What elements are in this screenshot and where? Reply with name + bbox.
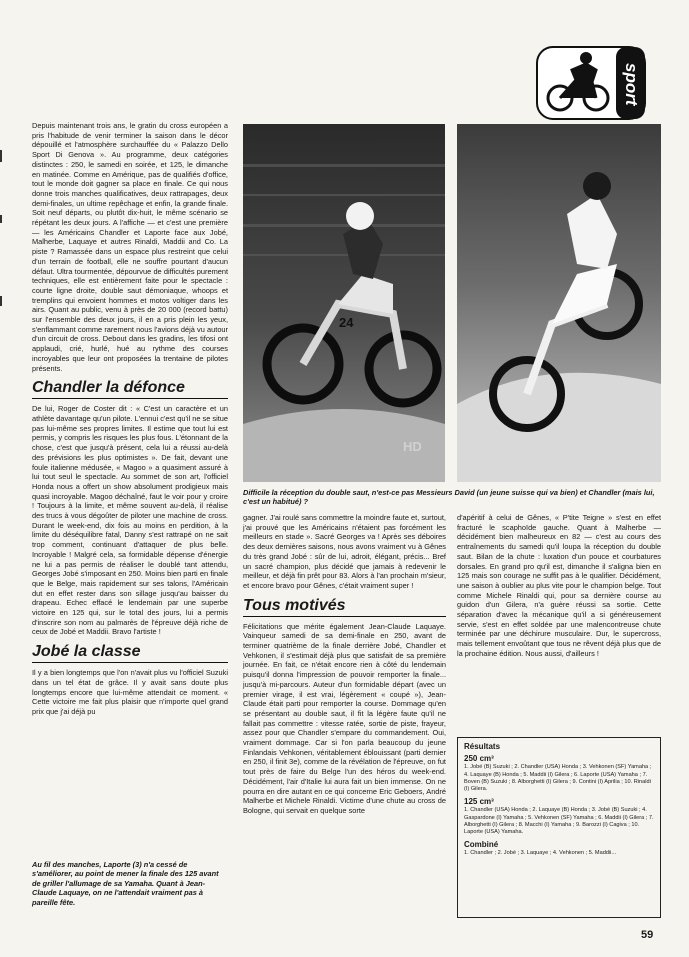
results-125-title: 125 cm³ [464,797,494,807]
sport-logo [536,46,646,120]
jobe-paragraph: Il y a bien longtemps que l'on n'avait plus vu l'officiel Suzuki dans un tel état de grâce. Il y avait sans doute plus longtemps encore que lui-même attendait ce moment. « Cette victoire me fait plus plaisir que n'importe quel grand prix que j'ai déjà pu [32,668,228,716]
watermark-hd: HD [403,439,422,454]
margin-mark [0,296,2,306]
caption-laporte: Au fil des manches, Laporte (3) n'a cessé de s'améliorer, au point de mener la finale des 125 avant de griller l'allumage de sa Yamaha. Quant à Jean-Claude Laquaye, on ne l'attendait vraiment pas à pareille fête. [32,860,219,907]
motocross-photo-left [243,124,445,482]
col2-paragraph: gagner. J'ai roulé sans commettre la moindre faute et, surtout, j'ai prouvé que les Américains n'étaient pas forcément les meilleurs en stade ». Sacré Georges va ! Après ses déboires des deux dernières saisons, nous avons vraiment vu à Gênes du très grand Jobé : sûr de lui, adroit, élégant, précis... Bref un sacré champion, plus décidé que jamais à redevenir le meilleur, et déjà fin prêt pour 83. Alors à l'an prochain m'sieur, et encore bravo pour Gênes, c'était vraiment super ! [243,513,446,590]
results-125-list: 1. Chandler (USA) Honda ; 2. Laquaye (B) Honda ; 3. Jobé (B) Suzuki ; 4. Gaspardone (I) Yamaha ; 5. Vehkonen (SF) Yamaha ; 6. Maddii (I) Gilera ; 7. Alborghetti (I) Gilera ; 8. Macchi (I) Yamaha ; 9. Barozzi (I) Cagiva ; 10. Laporte (USA) Yamaha. [464,807,654,836]
results-box [457,737,661,918]
article-column-2 [243,513,446,819]
heading-jobe: Jobé la classe [32,643,228,663]
results-title: Résultats [464,742,501,751]
intro-paragraph: Depuis maintenant trois ans, le gratin du cross européen a pris l'habitude de venir terminer la saison dans le décor dépouillé et l'atmosphère surchauffée du « Palazzo Dello Sport Di Genova ». Au programme, deux catégories distinctes : 250, le samedi en soirée, et 125, le dimanche en matinée. Comme en Amérique, pas de qualifiés d'office, tout le monde doit gagner sa place en finale. Ce qui nous donne trois manches qualificatives, deux rattrapages, deux demi-finales, un ultime repêchage et enfin, la grande finale. Soit neuf départs, ou plutôt dix-huit, le même scénario se répétant les deux jours. A l'affiche — et c'est une première — les Américains Chandler et Laporte face aux Jobé, Malherbe, Laquaye et autres Rinaldi, Maddii and Co. La piste ? Ramassée dans un espace plus restreint que celui d'un terrain de football, elle ne souffre pourtant d'aucun défaut. Ultra tourmentée, dépourvue de difficultés purement techniques, elle est entièrement faite pour le spectacle : courte ligne droite, double saut démoniaque, whoops et tremplins qui envoient hommes et motos voltiger dans les airs. Quant au public, venu à près de 20 000 (record battu) sur l'ensemble des deux jours, il en a pris plein les yeux, s'enflammant comme rarement nous l'avions déjà vu autour d'un circuit de cross. Debout dans les gradins, les tifosi ont applaudi, crié, hurlé, hué au rythme des courses incroyables que leur ont proposées la trentaine de pilotes présents. [32,121,228,373]
results-combine-list: 1. Chandler ; 2. Jobé ; 3. Laquaye ; 4. Vehkonen ; 5. Maddii... [464,850,617,857]
margin-mark [0,150,2,162]
margin-mark [0,215,2,223]
page-number: 59 [641,929,654,941]
results-250-title: 250 cm³ [464,754,494,764]
sport-logo-text: sport [622,62,641,106]
results-combine-title: Combiné [464,840,499,850]
chandler-paragraph: De lui, Roger de Coster dit : « C'est un caractère et un athlète davantage qu'un pilote. L'ennui c'est qu'il ne se situe pas lui-même ses propres limites. Il estime que tout lui est permis, y compris les risques les plus fous. L'étonnant de la chose, c'est que jusqu'à présent, cela lui a réussi au-delà des prévisions les plus optimistes ». De fait, devant une foule italienne médusée, « Magoo » a quasiment assuré à lui tout seul le spectacle. Au sommet de son art, l'officiel Honda nous a offert un show absolument prodigieux mais quasi incroyable. Magoo déchaîné, faut le voir pour y croire ! Toujours à la limite, et même souvent au-delà, il réalise des trucs à vous dégoûter de piloter une machine de cross. Durant le week-end, dix fois au moins en perdition, à la limite du déséquilibre fatal, Danny s'est rattrapé on ne sait trop comment, continuant d'attaquer de plus belle. Incroyable ! Malgré cela, sa formidable dépense d'énergie ne lui a pas permis de réaliser le doublé tant attendu, Georges Jobé s'imposant en 250. Moins bien parti en finale que le Belge, mais rapidement sur ses talons, l'Américain dut en effet rester dans son sillage jusqu'au baisser du drapeau. Echec effacé le lendemain par une superbe victoire en 125 qui, sur le total des jours, lui a permis d'inscrire son nom au palmarès de l'épreuve déjà riche de ceux de Jobé et Maddii. Bravo l'artiste ! [32,404,228,637]
results-250-list: 1. Jobé (B) Suzuki ; 2. Chandler (USA) Honda ; 3. Vehkonen (SF) Yamaha ; 4. Laquaye (B) Honda ; 5. Maddii (I) Gilera ; 6. Laporte (USA) Yamaha ; 7. Boven (B) Suzuki ; 8. Alborghetti (I) Gilera ; 9. Contini (I) Aprilia ; 10. Rinaldi (I) Gilera. [464,764,652,793]
heading-motives: Tous motivés [243,597,446,617]
motocross-photo-right [457,124,661,482]
article-column-3 [457,513,661,662]
bike-number: 24 [339,315,354,330]
col3-paragraph: d'apéritif à celui de Gênes, « P'tite Teigne » s'est en effet fracturé le scaphoïde gauche. Quant à Malherbe — décidément bien malheureux en 82 — c'est au cours des entraînements du samedi qu'il loupa la réception du double saut. Bilan de la chute : luxation d'un pouce et courbatures dorsales. En grand pro qu'il est, dimanche il s'aligna bien en 125 mais son courage ne suffit pas à le qualifier. Décidément, une saison à oublier au plus vite pour le champion belge. Tout comme Michele Rinaldi qui, pour sa dernière course au guidon d'un Gilera, n'a guère réussi sa sortie. Cette séparation d'avec la mécanique qu'il a si généreusement servie, s'est en effet soldée par une malencontreuse chute terminée par une déchirure musculaire. Dur, le supercross, mais tellement envoûtant que tous ne rêvent déjà plus que de la prochaine édition. Nous aussi, d'ailleurs ! [457,513,661,658]
caption-double-jump: Difficile la réception du double saut, n'est-ce pas Messieurs David (un jeune suisse qui va bien) et Chandler (mais lui, c'est un habitué) ? [243,488,655,507]
photo-jump-right [457,124,661,482]
article-column-1 [32,121,228,720]
motives-paragraph: Félicitations que mérite également Jean-Claude Laquaye. Vainqueur samedi de sa demi-finale en 250, avant de terminer quatrième de la finale derrière Jobé, Chandler et Vehkonen, il s'estimait déjà plus que satisfait de sa première journée. En fait, ce n'était encore rien à côté du lendemain puisqu'il donna l'impression de pouvoir remporter la finale... jusqu'à mi-parcours. Auteur d'un formidable départ (avec un premier virage, il est vrai, légèrement « coupé »), Jean-Claude était parti pour remporter la course. Dommage qu'en se présentant au double saut, il fit la légère faute qu'il ne fallait pas commettre : vitesse ratée, sortie de piste, frayeur, assez pour que Chandler s'empare du commandement. Oui, vraiment dommage. Car si l'on parla beaucoup du jeune Finlandais Vehkonen, véritablement éblouissant (parti dernier en 250, il finit 3e), comme de la révélation de l'épreuve, on fut tout près de faire du Belge l'un des héros du week-end. Décidément, l'air d'Italie lui aura fait un bien immense. On ne pourra en dire autant en ce qui concerne Eric Geboers, André Malherbe et Michele Rinaldi. Victime d'une chute au cross de Bologne, qui servait en quelque sorte [243,621,446,815]
heading-chandler: Chandler la défonce [32,379,228,399]
photo-jump-left [243,124,445,482]
